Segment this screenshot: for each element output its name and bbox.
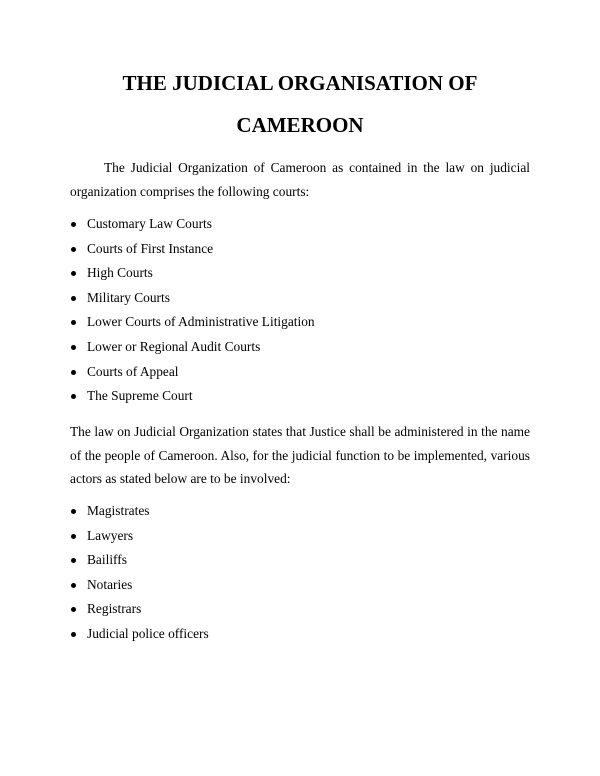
list-item-label: Judicial police officers: [87, 625, 209, 641]
list-item-label: Registrars: [87, 601, 142, 617]
intro-paragraph: The Judicial Organization of Cameroon as contained in the law on judicial organization comprises the following courts:: [70, 160, 530, 199]
list-item: [70, 214, 530, 239]
actors-list: [70, 501, 530, 649]
list-item: [70, 526, 530, 551]
list-item-label: Customary Law Courts: [87, 216, 212, 231]
list-item-label: Lower or Regional Audit Courts: [87, 338, 261, 354]
list-item: [70, 337, 530, 362]
bullet-icon: [71, 296, 76, 301]
body-paragraph: The law on Judicial Organization states that Justice shall be administered in the name of the people of Cameroon. Also, for the judicial function to be implemented, various actors as stated below are to be involved:: [70, 424, 530, 486]
list-item: [70, 575, 530, 600]
list-item: [70, 263, 530, 288]
page-title-continued: CAMEROON: [236, 113, 364, 137]
list-item-label: Bailiffs: [87, 552, 127, 568]
list-item: [70, 386, 530, 411]
page-title: THE JUDICIAL ORGANISATION OF: [122, 71, 478, 95]
list-item: [70, 362, 530, 387]
bullet-icon: [71, 607, 76, 612]
bullet-icon: [71, 394, 76, 399]
list-item: [70, 624, 530, 649]
courts-list: [70, 214, 530, 411]
list-item: [70, 288, 530, 313]
bullet-icon: [71, 222, 76, 227]
list-item: [70, 239, 530, 264]
bullet-icon: [71, 271, 76, 276]
bullet-icon: [71, 509, 76, 514]
list-item-label: Lawyers: [87, 527, 134, 543]
list-item: [70, 312, 530, 337]
bullet-icon: [71, 583, 76, 588]
list-item-label: Military Courts: [87, 289, 170, 305]
bullet-icon: [71, 345, 76, 350]
list-item: [70, 550, 530, 575]
list-item: [70, 501, 530, 526]
list-item-label: High Courts: [87, 265, 153, 281]
list-item-label: The Supreme Court: [87, 388, 193, 404]
list-item-label: Notaries: [87, 576, 133, 592]
bullet-icon: [71, 534, 76, 539]
bullet-icon: [71, 632, 76, 637]
bullet-icon: [71, 558, 76, 563]
list-item-label: Lower Courts of Administrative Litigation: [87, 314, 315, 330]
bullet-icon: [71, 370, 76, 375]
bullet-icon: [71, 320, 76, 325]
list-item-label: Magistrates: [87, 503, 150, 518]
list-item: [70, 599, 530, 624]
list-item-label: Courts of First Instance: [87, 240, 214, 256]
bullet-icon: [71, 247, 76, 252]
list-item-label: Courts of Appeal: [87, 363, 179, 379]
